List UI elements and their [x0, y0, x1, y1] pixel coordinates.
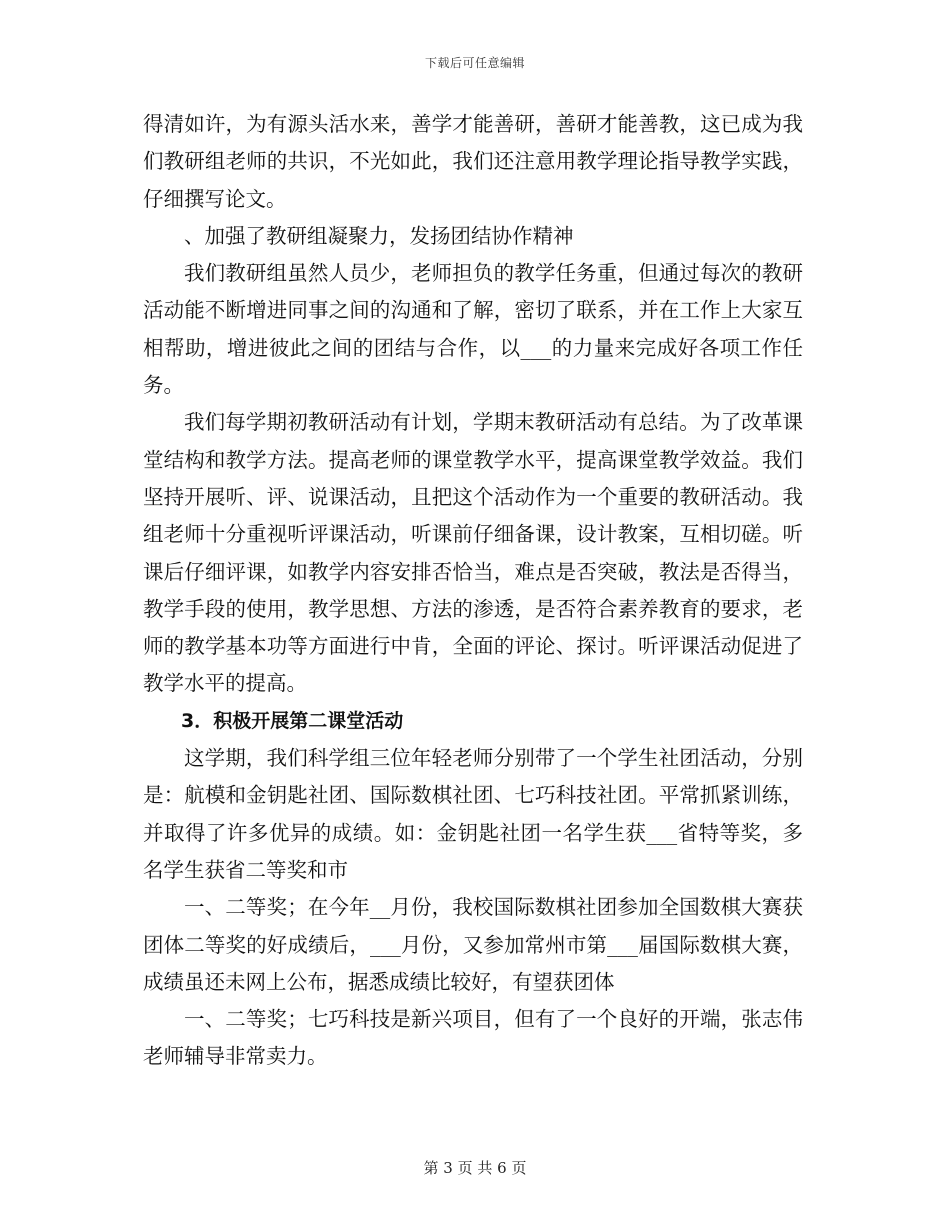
page-header: 下载后可任意编辑: [424, 56, 525, 70]
paragraph: 我们每学期初教研活动有计划，学期末教研活动有总结。为了改革课堂结构和教学方法。提高老师的课堂教学水平，提高课堂教学效益。我们坚持开展听、评、说课活动，且把这个活动作为一个重要的教研活动。我组老师十分重视听评课活动，听课前仔细备课，设计教案，互相切磋。听课后仔细评课，如教学内容安排否恰当，难点是否突破，教法是否得当，教学手段的使用，教学思想、方法的渗透，是否符合素养教育的要求，老师的教学基本功等方面进行中肯，全面的评论、探讨。听评课活动促进了教学水平的提高。: [143, 410, 803, 696]
paragraph: 、加强了教研组凝聚力，发扬团结协作精神: [184, 223, 574, 248]
document-body: [143, 106, 803, 1076]
page-number: 第 3 页 共 6 页: [423, 1159, 527, 1177]
paragraph: 一、二等奖；七巧科技是新兴项目，但有了一个良好的开端，张志伟老师辅导非常卖力。: [143, 1007, 803, 1069]
paragraph: 我们教研组虽然人员少，老师担负的教学任务重，但通过每次的教研活动能不断增进同事之间的沟通和了解，密切了联系，并在工作上大家互相帮助，增进彼此之间的团结与合作，以___的力量来完成好各项工作任务。: [143, 261, 803, 398]
paragraph: 这学期，我们科学组三位年轻老师分别带了一个学生社团活动，分别是：航模和金钥匙社团、国际数棋社团、七巧科技社团。平常抓紧训练，并取得了许多优异的成绩。如：金钥匙社团一名学生获___省特等奖，多名学生获省二等奖和市: [143, 746, 803, 882]
paragraph: 一、二等奖；在今年__月份，我校国际数棋社团参加全国数棋大赛获团体二等奖的好成绩后，___月份，又参加常州市第___届国际数棋大赛，成绩虽还未网上公布，据悉成绩比较好，有望获团体: [143, 895, 803, 994]
section-heading: 3．积极开展第二课堂活动: [181, 709, 404, 732]
paragraph: 得清如许，为有源头活水来，善学才能善研，善研才能善教，这已成为我们教研组老师的共识，不光如此，我们还注意用教学理论指导教学实践，仔细撰写论文。: [143, 112, 803, 211]
